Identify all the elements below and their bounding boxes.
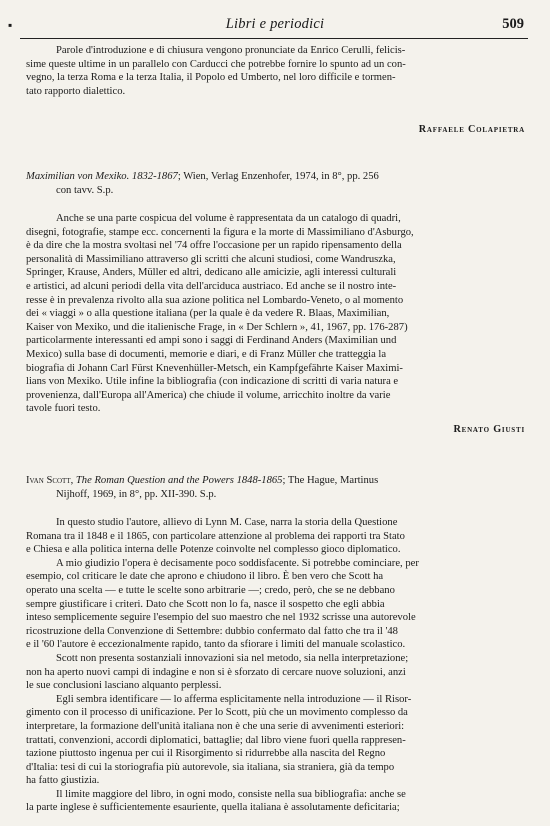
text-line: Romana tra il 1848 e il 1865, con particolare attenzione al problema dei rapporti tra Stato	[26, 530, 405, 542]
text-line: inteso semplicemente seguire l'esempio del suo maestro che nel 1932 scrisse una autorevole	[26, 612, 416, 624]
review-body	[26, 516, 526, 815]
text-line: ha fatto giustizia.	[26, 775, 100, 787]
page-number: 509	[502, 16, 524, 32]
reviewer-signature: Renato Giusti	[453, 424, 525, 435]
review-body	[26, 212, 526, 416]
book-publication: ; Wien, Verlag Enzenhofer, 1974, in 8°, pp. 256	[177, 171, 379, 182]
book-details: Nijhoff, 1969, in 8°, pp. XII-390. S.p.	[56, 488, 217, 500]
text-line: vegno, la terza Roma e la terza Italia, il Popolo ed Umberto, nel loro difficile e tormen-	[26, 72, 396, 84]
text-line: A mio giudizio l'opera è decisamente poco soddisfacente. Si potrebbe cominciare, per	[56, 557, 419, 569]
text-line: d'Italia: tesi di cui la storiografia più autorevole, sia italiana, sia straniera, già da tempo	[26, 761, 395, 773]
text-line: interpretare, la formazione dell'unità italiana non è che una serie di avvenimenti esteriori:	[26, 720, 405, 732]
text-line: tato rapporto dialettico.	[26, 85, 126, 97]
book-details: con tavv. S.p.	[56, 184, 114, 196]
reviewer-signature: Raffaele Colapietra	[418, 124, 525, 135]
bullet-mark: ▪	[8, 18, 13, 32]
entry-line	[26, 170, 526, 184]
book-title: Maximilian von Mexiko. 1832-1867	[26, 171, 178, 182]
text-line: resse è in prevalenza rivolto alla sua azione politica nel Lombardo-Veneto, o al momento	[26, 294, 404, 306]
text-line: Egli sembra identificare — lo afferma esplicitamente nella introduzione — il Risor-	[56, 693, 412, 705]
text-line: e artistici, ad alcuni periodi della vita dell'arciduca austriaco. Ed anche se il nostro inte-	[26, 280, 397, 292]
text-line: sempre giustificare i criteri. Dato che Scott non lo fa, nasce il sospetto che egli abbia	[26, 598, 385, 610]
text-line: la parte inglese è sufficientemente esauriente, quella italiana è assolutamente deficitaria;	[26, 802, 400, 814]
text-line: Parole d'introduzione e di chiusura vengono pronunciate da Enrico Cerulli, felicis-	[56, 45, 406, 56]
book-entry-heading	[26, 474, 526, 501]
text-line: lians von Mexiko. Utile infine la bibliografia (con indicazione di scritti di varia natura e	[26, 376, 399, 388]
text-line: ricostruzione della Convenzione di Settembre: dubbio confermato dal fatto che tra il '48	[26, 625, 398, 637]
book-author: Ivan Scott	[26, 475, 71, 486]
text-line: sime queste ultime in un parallelo con Carducci che potrebbe fornire lo spunto ad un con-	[26, 58, 406, 70]
text-line: operato una scelta — e tutte le scelte sono arbitrarie —; credo, però, che se ne debbano	[26, 584, 395, 596]
header-rule	[20, 38, 528, 39]
text-line: In questo studio l'autore, allievo di Lynn M. Case, narra la storia della Questione	[56, 517, 398, 528]
text-line: personalità di Massimiliano attraverso gli scritti che alcuni studiosi, come Wandruszka,	[26, 253, 396, 265]
text-line: Anche se una parte cospicua del volume è rappresentata da un catalogo di quadri,	[56, 213, 401, 224]
text-line: Mexico) sulla base di documenti, memorie e diari, e di Franz Müller che tratteggia la	[26, 348, 387, 360]
review-continuation	[26, 44, 526, 98]
text-line: Scott non presenta sostanziali innovazioni sia nel metodo, sia nella interpretazione;	[56, 652, 409, 664]
text-line: e il '60 l'autore è eccezionalmente rapido, tanto da sfiorare i limiti del manuale scolastico.	[26, 639, 406, 651]
text-line: tavole fuori testo.	[26, 403, 101, 415]
running-title: Libri e periodici	[225, 16, 325, 32]
text-line: gimento con il processo di unificazione. Per lo Scott, più che un movimento complesso da	[26, 707, 408, 719]
text-line: è da dire che la mostra svoltasi nel '74 offre l'occasione per un rapido ripensamento della	[26, 240, 402, 252]
book-title: The Roman Question and the Powers 1848-1865	[75, 475, 283, 486]
text-line: biografia di Johann Carl Fürst Knevenhüller-Metsch, ein Kampfgefährte Kaiser Maximi-	[26, 362, 403, 374]
text-line: trattati, convenzioni, accordi diplomatici, battaglie; dal libro viene fuori quella rappresen-	[26, 734, 406, 746]
text-line: Il limite maggiore del libro, in ogni modo, consiste nella sua bibliografia: anche se	[56, 788, 406, 800]
text-line: particolarmente interessanti ed ampi sono i saggi di Ferdinand Anders (Maximilian und	[26, 335, 397, 347]
entry-line: Ivan Scott, The Roman Question and the Powers 1848-1865; The Hague, Martinus	[26, 475, 379, 486]
text-line: dei « viaggi » o alla questione italiana (per la quale è da vedere R. Blaas, Maximilian,	[26, 308, 390, 320]
page-header	[0, 12, 550, 38]
text-line: Kaiser von Mexiko, und die italienische Frage, in « Der Schlern », 41, 1967, pp. 176-287)	[26, 321, 408, 333]
book-publication: ; The Hague, Martinus	[282, 475, 379, 486]
text-line: non ha aperto nuovi campi di indagine e non si è sforzato di cercare nuove soluzioni, anzi	[26, 666, 406, 678]
text-line: esempio, col criticare le date che aprono e chiudono il libro. È ben vero che Scott ha	[26, 571, 384, 583]
text-line: Springer, Krause, Anders, Müller ed altri, dedicano alle amicizie, agli interessi culturali	[26, 267, 397, 279]
text-line: tazione piuttosto ingenua per cui il Risorgimento si ridurrebbe alla nascita del Regno	[26, 748, 386, 760]
text-line: le sue conclusioni lasciano alquanto perplessi.	[26, 680, 222, 692]
book-entry-heading	[26, 170, 526, 197]
text-line: provenienza, dall'Europa all'America) che chiude il volume, arricchito inoltre da varie	[26, 389, 391, 401]
text-line: e Chiesa e alla politica interna delle Potenze coinvolte nel complesso gioco diplomatico.	[26, 544, 401, 556]
text-line: disegni, fotografie, stampe ecc. concernenti la figura e la morte di Massimiliano d'Asburgo,	[26, 226, 414, 238]
